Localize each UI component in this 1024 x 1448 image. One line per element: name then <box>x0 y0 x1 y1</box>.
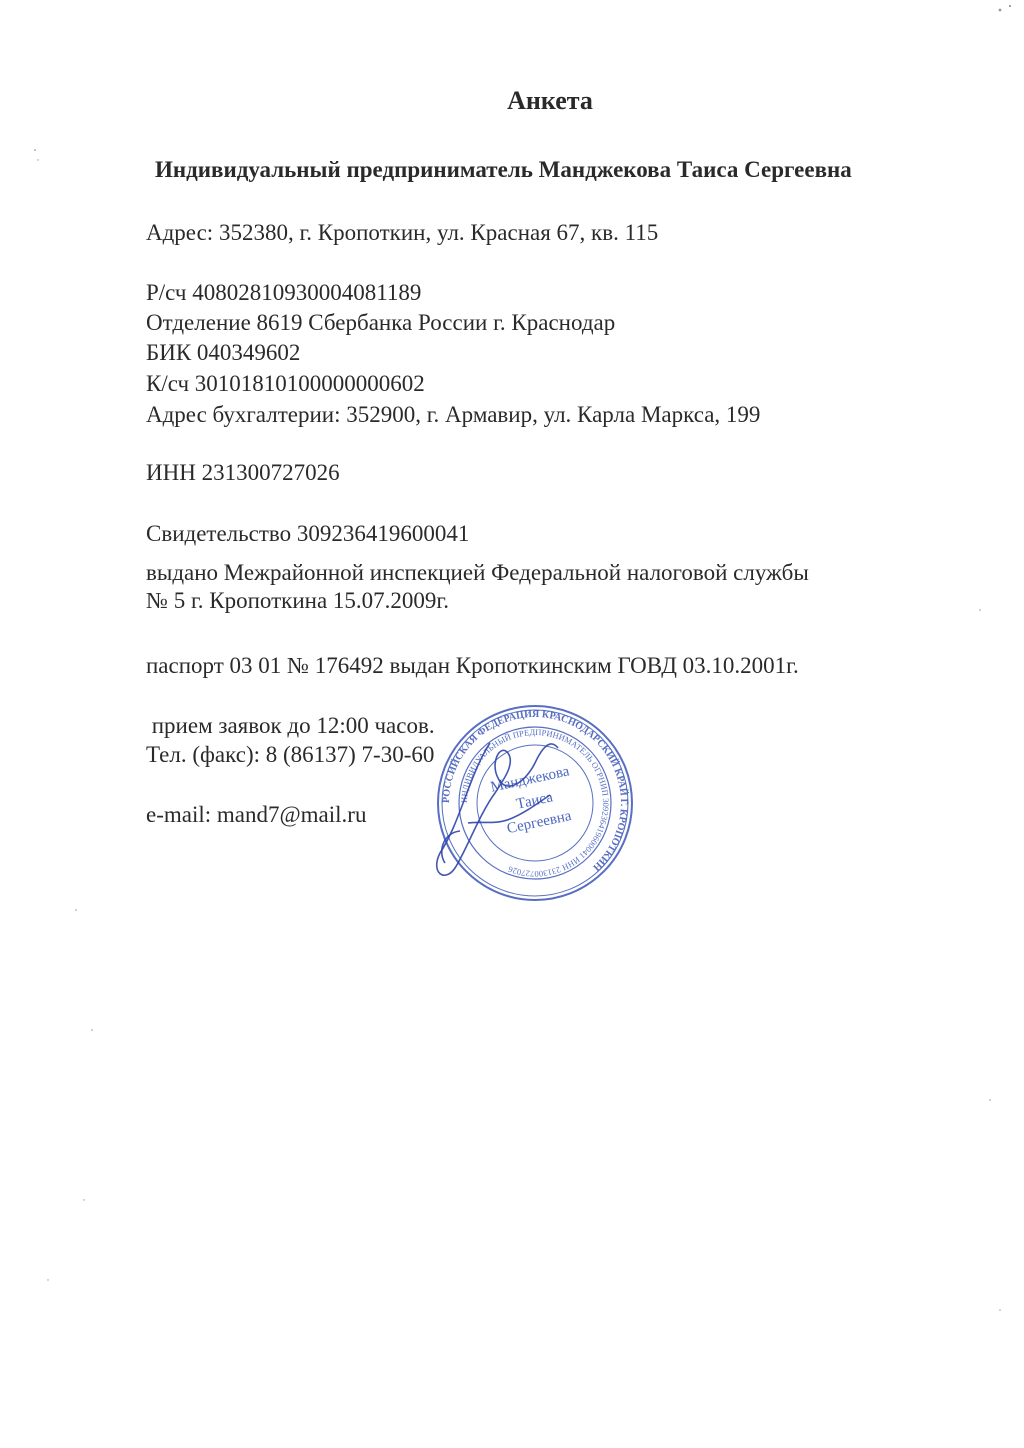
certificate-line: Свидетельство 309236419600041 <box>146 521 470 546</box>
email-line: e-mail: mand7@mail.ru <box>146 802 367 827</box>
correspondent-account: К/сч 30101810100000000602 <box>146 371 425 396</box>
passport-line: паспорт 03 01 № 176492 выдан Кропоткинским ГОВД 03.10.2001г. <box>146 653 799 678</box>
orders-deadline: прием заявок до 12:00 часов. <box>146 713 435 738</box>
stamp-center-surname: Манджекова <box>489 763 571 796</box>
document-title: Анкета <box>507 86 593 115</box>
stamp-center-name: Таиса <box>514 789 555 813</box>
bank-branch: Отделение 8619 Сбербанка России г. Краснодар <box>146 310 616 335</box>
round-seal-stamp <box>420 703 650 903</box>
entrepreneur-name: Индивидуальный предприниматель Манджекова Таиса Сергеевна <box>155 157 852 182</box>
address-line: Адрес: 352380, г. Кропоткин, ул. Красная 67, кв. 115 <box>146 220 659 245</box>
issued-by-line-2: № 5 г. Кропоткина 15.07.2009г. <box>146 588 450 613</box>
stamp-center-patronymic: Сергеевна <box>505 807 573 838</box>
settlement-account: Р/сч 40802810930004081189 <box>146 280 422 305</box>
issued-by-line-1: выдано Межрайонной инспекцией Федеральной налоговой службы <box>146 560 809 585</box>
stamp-inner-text: ИНДИВИДУАЛЬНЫЙ ПРЕДПРИНИМАТЕЛЬ ОГРНИП 309236419600041 ИНН 231300727026 <box>458 726 612 880</box>
stamp-outer-text: РОССИЙСКАЯ ФЕДЕРАЦИЯ КРАСНОДАРСКИЙ КРАЙ Г. КРОПОТКИН <box>440 708 630 873</box>
accounting-address: Адрес бухгалтерии: 352900, г. Армавир, ул. Карла Маркса, 199 <box>146 402 761 427</box>
phone-fax: Тел. (факс): 8 (86137) 7-30-60 <box>146 742 435 767</box>
inn-line: ИНН 231300727026 <box>146 460 340 485</box>
bik-code: БИК 040349602 <box>146 340 301 365</box>
